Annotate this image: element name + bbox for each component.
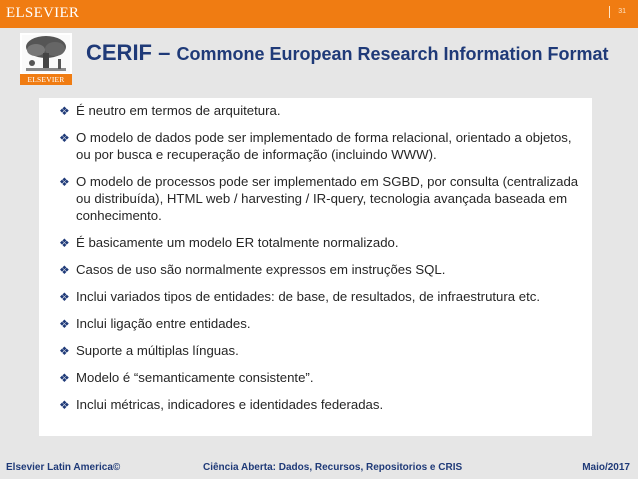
diamond-bullet-icon: ❖ — [59, 290, 70, 304]
footer-date: Maio/2017 — [582, 462, 630, 473]
brand-name: ELSEVIER — [6, 5, 80, 21]
diamond-bullet-icon: ❖ — [59, 398, 70, 412]
bullet-text: Inclui ligação entre entidades. — [76, 316, 251, 331]
elsevier-tree-logo-icon — [22, 35, 70, 73]
list-item — [59, 369, 587, 386]
page-number: 31 — [618, 8, 626, 15]
list-item — [59, 342, 587, 359]
list-item — [59, 173, 587, 224]
bullet-text: O modelo de dados pode ser implementado de forma relacional, orientado a objetos, ou por busca e recuperação de informação (incluindo WWW). — [76, 130, 572, 162]
diamond-bullet-icon: ❖ — [59, 175, 70, 189]
elsevier-logo — [20, 33, 72, 85]
bullet-text: Inclui variados tipos de entidades: de base, de resultados, de infraestrutura etc. — [76, 289, 541, 304]
bullet-text: O modelo de processos pode ser implementado em SGBD, por consulta (centralizada ou distribuída), HTML web / harvesting / IR-query, tecnologia avançada baseada em conhecimento. — [76, 174, 579, 223]
diamond-bullet-icon: ❖ — [59, 131, 70, 145]
diamond-bullet-icon: ❖ — [59, 344, 70, 358]
bullet-text: Suporte a múltiplas línguas. — [76, 343, 239, 358]
bullet-text: Modelo é “semanticamente consistente”. — [76, 370, 314, 385]
diamond-bullet-icon: ❖ — [59, 371, 70, 385]
page-title — [86, 40, 626, 66]
list-item — [59, 315, 587, 332]
bullet-list — [59, 102, 587, 423]
title-prefix: CERIF – — [86, 40, 177, 65]
diamond-bullet-icon: ❖ — [59, 317, 70, 331]
list-item — [59, 234, 587, 251]
bullet-text: Inclui métricas, indicadores e identidades federadas. — [76, 397, 384, 412]
page-number-divider — [609, 6, 610, 18]
list-item — [59, 288, 587, 305]
logo-wordmark: ELSEVIER — [20, 74, 72, 85]
content-panel — [39, 98, 592, 436]
list-item — [59, 129, 587, 163]
footer — [0, 456, 638, 479]
bullet-text: É neutro em termos de arquitetura. — [76, 103, 281, 118]
list-item — [59, 261, 587, 278]
diamond-bullet-icon: ❖ — [59, 236, 70, 250]
diamond-bullet-icon: ❖ — [59, 104, 70, 118]
list-item — [59, 102, 587, 119]
footer-left: Elsevier Latin America© — [6, 462, 121, 473]
list-item — [59, 396, 587, 413]
diamond-bullet-icon: ❖ — [59, 263, 70, 277]
bullet-text: Casos de uso são normalmente expressos em instruções SQL. — [76, 262, 446, 277]
footer-center: Ciência Aberta: Dados, Recursos, Repositorios e CRIS — [203, 462, 463, 473]
bullet-text: É basicamente um modelo ER totalmente normalizado. — [76, 235, 399, 250]
top-bar — [0, 0, 638, 28]
title-text: Commone European Research Information Format — [176, 44, 609, 64]
